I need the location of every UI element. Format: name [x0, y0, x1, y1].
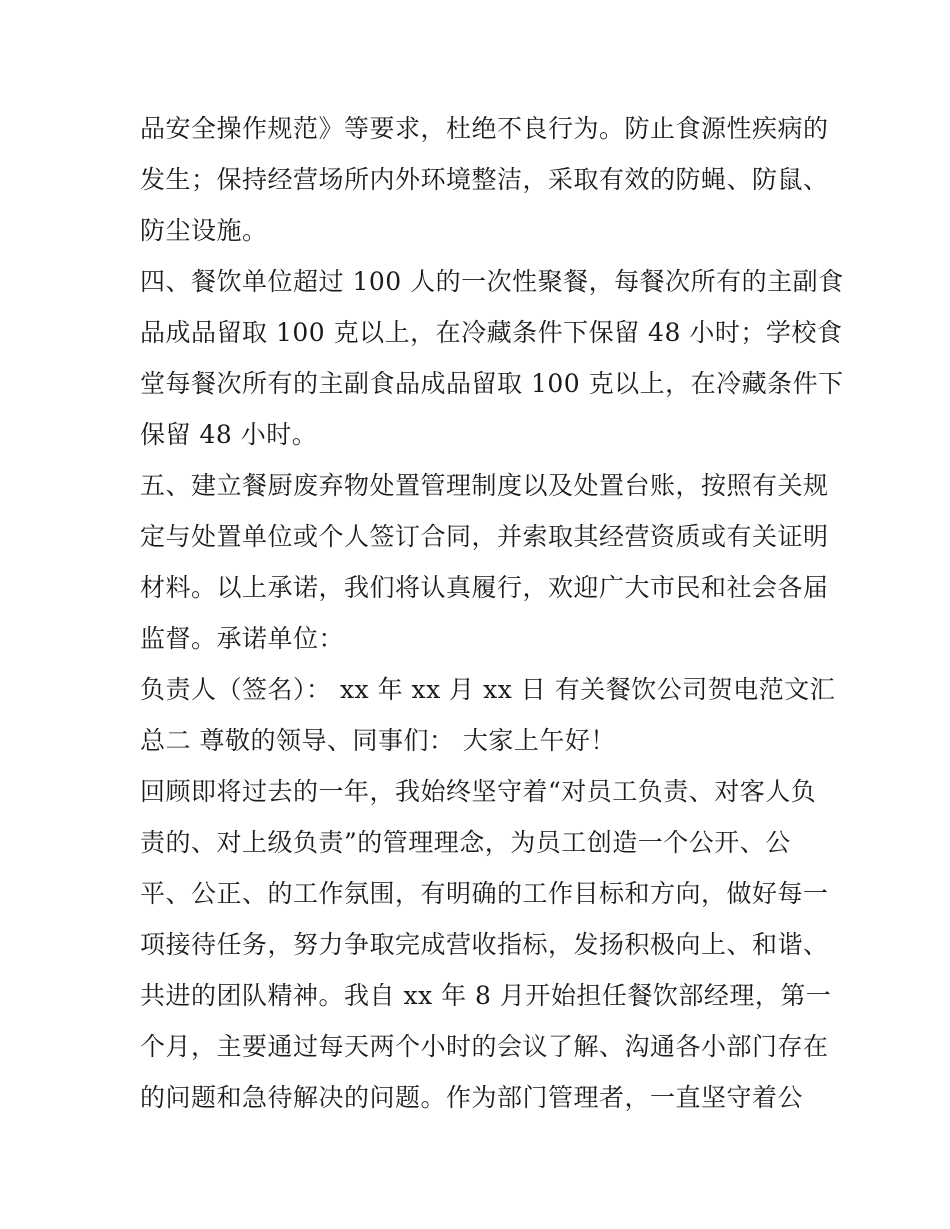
text-line: 发生；保持经营场所内外环境整洁，采取有效的防蝇、防鼠、: [140, 165, 829, 194]
text-line: 材料。以上承诺，我们将认真履行，欢迎广大市民和社会各届: [140, 573, 829, 602]
text-line: 品安全操作规范》等要求，杜绝不良行为。防止食源性疾病的: [140, 114, 829, 143]
text-line: 四、餐饮单位超过 100 人的一次性聚餐，每餐次所有的主副食: [140, 267, 844, 296]
text-line: 保留 48 小时。: [140, 420, 318, 449]
text-line: 个月，主要通过每天两个小时的会议了解、沟通各小部门存在: [140, 1032, 829, 1061]
text-line: 回顾即将过去的一年，我始终坚守着“对员工负责、对客人负: [140, 777, 817, 806]
text-line: 平、公正、的工作氛围，有明确的工作目标和方向，做好每一: [140, 879, 829, 908]
text-line: 五、建立餐厨废弃物处置管理制度以及处置台账，按照有关规: [140, 471, 829, 500]
document-body: [140, 103, 844, 1123]
text-line: 责的、对上级负责”的管理理念，为员工创造一个公开、公: [140, 828, 791, 857]
text-line: 负责人（签名）： xx 年 xx 月 xx 日 有关餐饮公司贺电范文汇: [140, 675, 836, 704]
text-line: 防尘设施。: [140, 216, 268, 245]
text-line: 总二 尊敬的领导、同事们： 大家上午好！: [140, 726, 616, 755]
text-line: 堂每餐次所有的主副食品成品留取 100 克以上，在冷藏条件下: [140, 369, 844, 398]
text-line: 品成品留取 100 克以上，在冷藏条件下保留 48 小时；学校食: [140, 318, 843, 347]
text-line: 定与处置单位或个人签订合同，并索取其经营资质或有关证明: [140, 522, 829, 551]
text-line: 的问题和急待解决的问题。作为部门管理者，一直坚守着公: [140, 1083, 804, 1112]
text-line: 监督。承诺单位：: [140, 624, 345, 653]
text-line: 共进的团队精神。我自 xx 年 8 月开始担任餐饮部经理，第一: [140, 981, 832, 1010]
text-line: 项接待任务，努力争取完成营收指标，发扬积极向上、和谐、: [140, 930, 829, 959]
